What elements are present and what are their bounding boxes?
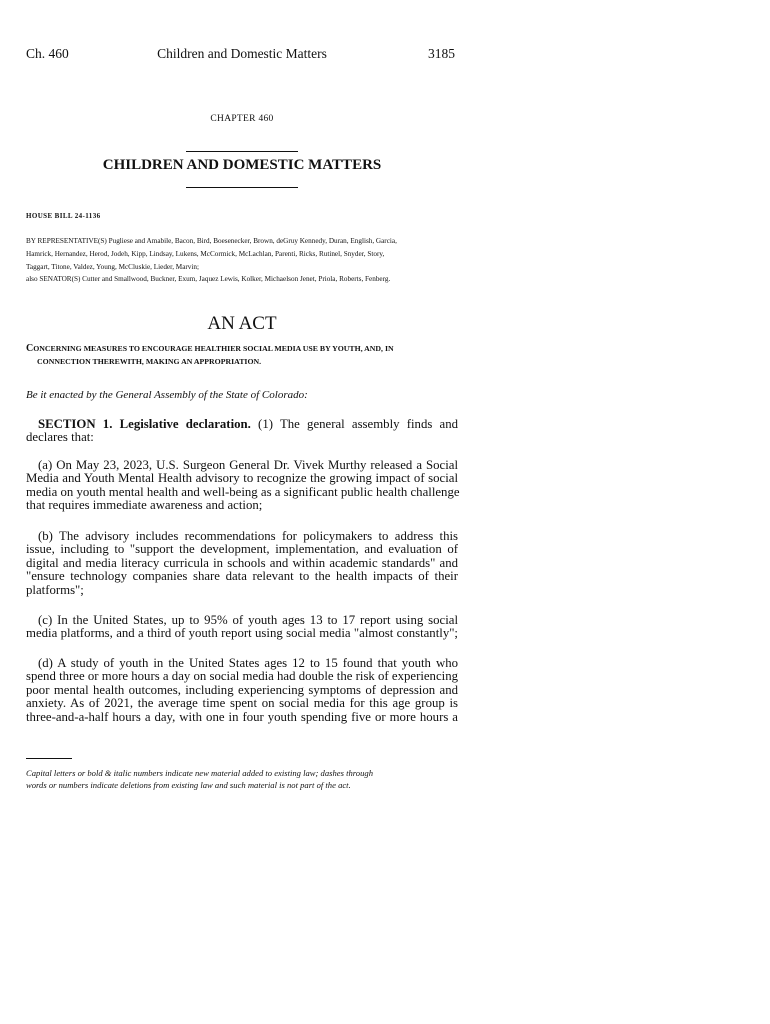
text-line xyxy=(26,418,458,431)
sponsors-line: Hamrick, Hernandez, Herod, Jodeh, Kipp, Lindsay, Lukens, McCormick, McLachlan, Parenti, Ricks, Rutinel, Snyder, Story, xyxy=(26,249,385,258)
title-rule-top xyxy=(186,151,298,152)
chapter-label: CHAPTER 460 xyxy=(210,114,274,124)
text-line: platforms"; xyxy=(26,582,84,597)
text-line: declares that: xyxy=(26,430,94,445)
concerning-text: ONCERNING MEASURES TO ENCOURAGE HEALTHIER SOCIAL MEDIA USE BY YOUTH, AND, IN xyxy=(33,344,394,353)
section-1-paragraph xyxy=(26,418,458,445)
running-header-title: Children and Domestic Matters xyxy=(157,46,327,61)
sponsors-block xyxy=(26,235,466,286)
running-header-chapter: Ch. 460 xyxy=(26,46,69,61)
concerning-line xyxy=(26,342,460,355)
paragraph-d xyxy=(26,657,458,724)
paragraph-b xyxy=(26,530,458,597)
concerning-line: CONNECTION THEREWITH, MAKING AN APPROPRIATION. xyxy=(37,357,262,366)
sponsors-line: also SENATOR(S) Cutter and Smallwood, Buckner, Exum, Jaquez Lewis, Kolker, Michaelson Jenet, Priola, Roberts, Fenberg. xyxy=(26,275,391,284)
act-heading: AN ACT xyxy=(207,313,277,334)
text-line: media on youth mental health and well-being as a significant public health challenge xyxy=(26,484,460,499)
text-line: three-and-a-half hours a day, with one in four youth spending five or more hours a xyxy=(26,709,458,724)
concerning-initial: C xyxy=(26,343,34,354)
paragraph-c xyxy=(26,614,458,641)
page-number: 3185 xyxy=(428,46,455,61)
sponsors-line: Taggart, Titone, Valdez, Young, McCluskie, Lieder, Marvin; xyxy=(26,262,199,271)
footnote-line: Capital letters or bold & italic numbers indicate new material added to existing law; dashes through xyxy=(26,768,373,778)
section-text: (1) The general assembly finds and xyxy=(250,417,459,431)
bill-number: HOUSE BILL 24-1136 xyxy=(26,212,101,220)
text-line: poor mental health outcomes, including experiencing symptoms of depression and xyxy=(26,682,458,697)
text-line: (d) A study of youth in the United States ages 12 to 15 found that youth who xyxy=(38,656,458,670)
text-line: digital and media literacy curricula in schools and within academic standards" and xyxy=(26,555,458,570)
text-line: "ensure technology companies share data relevant to the health impacts of their xyxy=(26,569,458,584)
text-line: (c) In the United States, up to 95% of youth ages 13 to 17 report using social xyxy=(38,613,458,627)
concerning-clause xyxy=(26,342,460,368)
sponsors-line: BY REPRESENTATIVE(S) Pugliese and Amabile, Bacon, Bird, Boesenecker, Brown, deGruy Kennedy, Duran, English, Garcia, xyxy=(26,237,397,245)
chapter-title: CHILDREN AND DOMESTIC MATTERS xyxy=(102,157,382,173)
text-line: media platforms, and a third of youth report using social media "almost constantly"; xyxy=(26,626,458,641)
text-line: (a) On May 23, 2023, U.S. Surgeon General Dr. Vivek Murthy released a Social xyxy=(38,458,458,472)
paragraph-a xyxy=(26,459,458,513)
footnote-line: words or numbers indicate deletions from existing law and such material is not part of the act. xyxy=(26,780,351,790)
title-rule-bottom xyxy=(186,187,298,188)
footnote xyxy=(26,767,466,791)
text-line: that requires immediate awareness and action; xyxy=(26,498,263,513)
footnote-rule xyxy=(26,758,72,759)
text-line: spend three or more hours a day on social media had double the risk of experiencing xyxy=(26,669,458,684)
section-heading: SECTION 1. Legislative declaration. xyxy=(38,417,251,431)
text-line: (b) The advisory includes recommendations for policymakers to address this xyxy=(38,529,458,543)
text-line: Media and Youth Mental Health advisory to recognize the growing impact of social xyxy=(26,471,458,486)
text-line: anxiety. As of 2021, the average time spent on social media for this age group is xyxy=(26,696,458,711)
text-line: issue, including to "support the development, implementation, and evaluation of xyxy=(26,542,458,557)
enacting-clause: Be it enacted by the General Assembly of the State of Colorado: xyxy=(26,389,308,401)
